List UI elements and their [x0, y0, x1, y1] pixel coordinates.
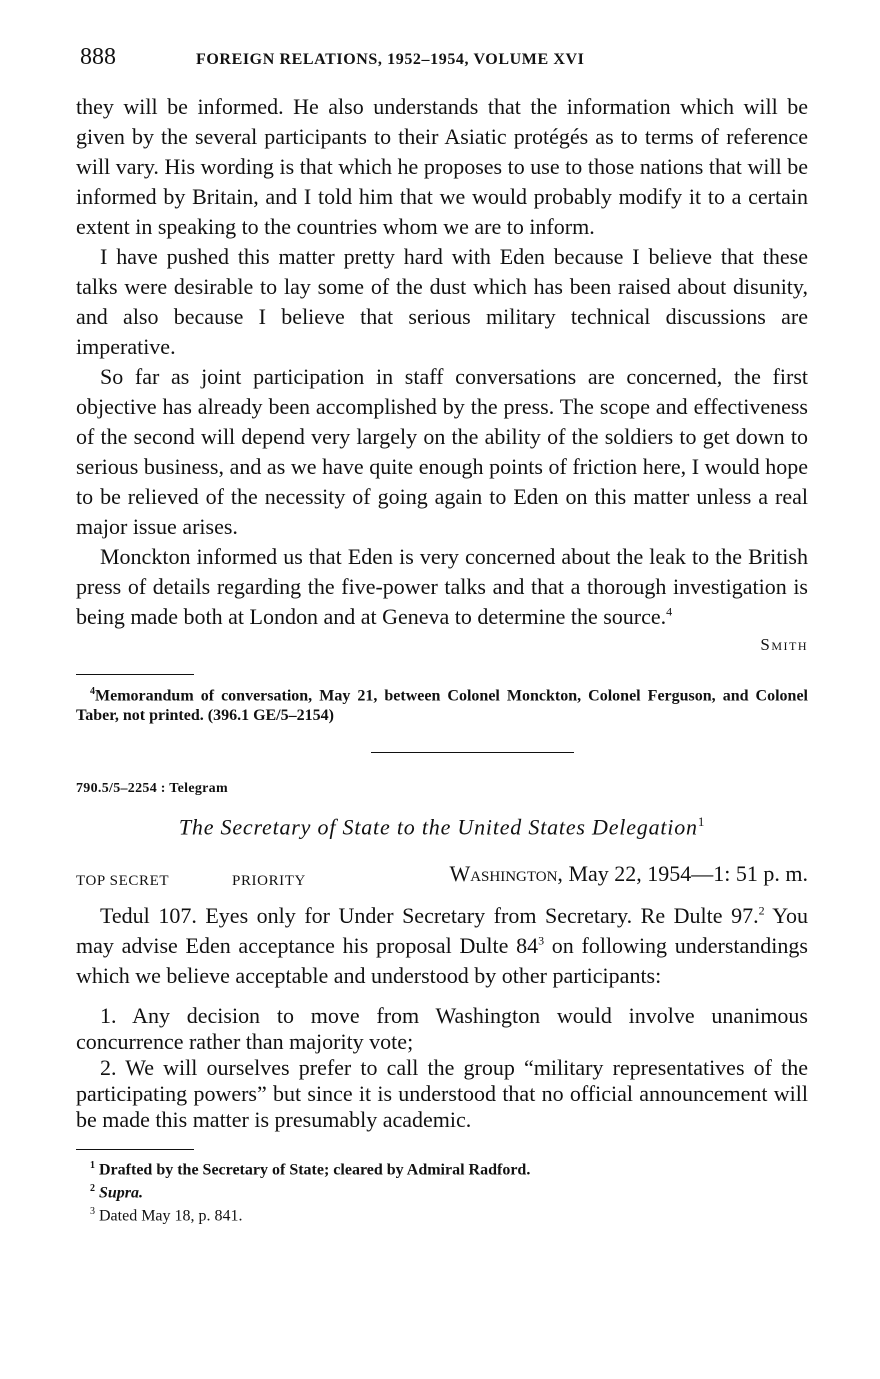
place-name: Washington, [449, 860, 563, 886]
footnote-marker: 1 [90, 1159, 95, 1171]
footnote [76, 1202, 808, 1225]
date-time: May 22, 1954—1: 51 p. m. [562, 860, 808, 886]
telegram-text: on following understandings which we believe acceptable and understood by other participants: [76, 932, 808, 988]
classification-label: TOP SECRET [76, 872, 170, 889]
priority-label: PRIORITY [232, 872, 306, 889]
footnote-marker: 3 [538, 933, 545, 948]
list-item: 1. Any decision to move from Washington would involve unanimous concurrence rather than majority vote; [76, 1002, 808, 1054]
signature: Smith [760, 635, 808, 654]
section-divider [371, 752, 574, 753]
document-title [76, 809, 808, 840]
running-header [80, 44, 820, 74]
footnote-marker: 3 [90, 1206, 95, 1218]
footnote-text: Drafted by the Secretary of State; cleared by Admiral Radford. [99, 1160, 531, 1178]
paragraph: they will be informed. He also understands that the information which will be given by the several participants to their Asiatic protégés as to terms of reference will vary. His wording is that which he proposes to use to those nations that will be informed by Britain, and I told him that we would probably modify it to a certain extent in speaking to the countries whom we are to inform. [76, 94, 808, 239]
paragraph: I have pushed this matter pretty hard with Eden because I believe that these talks were desirable to lay some of the dust which has been raised about disunity, and also because I believe that serious military technical discussions are imperative. [76, 244, 808, 359]
footnote [76, 682, 808, 726]
footnote-marker: 1 [697, 814, 706, 830]
document-title-text: The Secretary of State to the United States Delegation [178, 814, 698, 840]
paragraph: So far as joint participation in staff conversations are concerned, the first objective has already been accomplished by the press. The scope and effectiveness of the second will depend very largely on the ability of the soldiers to get down to serious business, and as we have quite enough points of friction here, I would hope to be relieved of the necessity of going again to Eden on this matter unless a real major issue arises. [76, 364, 808, 539]
footnote-text: Dated May 18, p. 841. [99, 1207, 243, 1225]
footnote [76, 1179, 808, 1202]
footnote-marker: 2 [90, 1182, 95, 1194]
footnote-marker: 2 [758, 903, 765, 918]
footnote-text: Memorandum of conversation, May 21, between Colonel Monckton, Colonel Ferguson, and Colonel Taber, not printed. (396.1 GE/5–2154) [76, 687, 808, 725]
footnote-text: Supra. [99, 1184, 144, 1202]
footnote [76, 1156, 808, 1179]
page-number: 888 [80, 44, 116, 70]
list-item: 2. We will ourselves prefer to call the group “military representatives of the participating powers” but since it is understood that no official announcement will be made this matter is presumably academic. [76, 1054, 808, 1132]
footnote-marker: 4 [666, 604, 673, 619]
paragraph-text: Monckton informed us that Eden is very concerned about the leak to the British press of details regarding the five-power talks and that a thorough investigation is being made both at London and at Geneva to determine the source. [76, 544, 808, 629]
date-place [449, 861, 808, 887]
footnote-marker: 4 [90, 686, 95, 697]
telegram-body [76, 901, 808, 991]
running-title: FOREIGN RELATIONS, 1952–1954, VOLUME XVI [196, 51, 585, 68]
telegram-text: Tedul 107. Eyes only for Under Secretary from Secretary. Re Dulte 97. [100, 902, 759, 928]
footnote-divider [76, 1149, 194, 1150]
body-text [76, 92, 808, 1226]
paragraph [76, 542, 808, 632]
footnote-divider [76, 674, 194, 675]
telegram-text: You may advise Eden acceptance his proposal Dulte 84 [76, 902, 808, 958]
dateline [76, 861, 808, 893]
document-file-id: 790.5/5–2254 : Telegram [76, 781, 228, 797]
